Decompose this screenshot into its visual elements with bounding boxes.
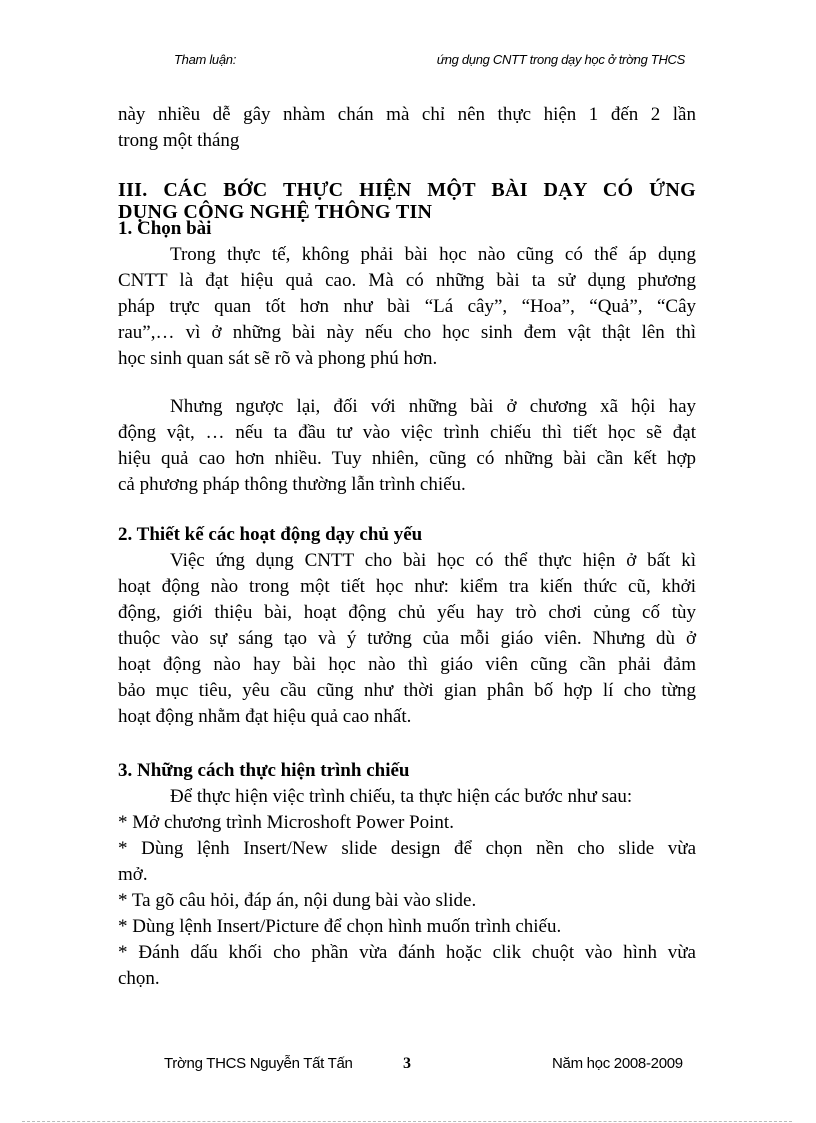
page-bottom-divider [22,1121,792,1122]
text-line: hoạt động nào hay bài học nào thì giáo viên cũng cần phải đảm [118,654,696,675]
text-line: trong một tháng [118,130,240,151]
subsection-2 [118,522,696,730]
text-line: Để thực hiện việc trình chiếu, ta thực hiện các bước như sau: [170,786,633,807]
text-line: pháp trực quan tốt hơn như bài “Lá cây”, “Hoa”, “Quả”, “Cây [118,296,696,317]
list-item-continuation: mở. [118,864,148,885]
list-item: * Mở chương trình Microshoft Power Point. [118,812,454,833]
heading-line: DỤNG CÔNG NGHỆ THÔNG TIN [118,201,433,223]
subsection-1-paragraph-2 [118,394,696,498]
list-item: * Dùng lệnh Insert/New slide design để chọn nền cho slide vừa [118,838,696,859]
subsection-title: 2. Thiết kế các hoạt động dạy chủ yếu [118,524,423,545]
list-item: * Dùng lệnh Insert/Picture để chọn hình muốn trình chiếu. [118,916,562,937]
intro-paragraph [118,102,696,154]
text-line: bảo mục tiêu, yêu cầu cũng như thời gian phân bố hợp lí cho từng [118,680,696,701]
list-item: * Đánh dấu khối cho phần vừa đánh hoặc clik chuột vào hình vừa [118,942,696,963]
footer-school: Trờng THCS Nguyễn Tất Tấn [164,1055,353,1072]
text-line: động vật, … nếu ta đầu tư vào việc trình chiếu thì tiết học sẽ đạt [118,422,696,443]
list-item-continuation: chọn. [118,968,160,989]
text-line: CNTT là đạt hiệu quả cao. Mà có những bài ta sử dụng phương [118,270,696,291]
text-line: Việc ứng dụng CNTT cho bài học có thể thực hiện ở bất kì [170,550,696,571]
text-line: Nhưng ngược lại, đối với những bài ở chương xã hội hay [170,396,696,417]
text-line: thuộc vào sự sáng tạo và ý tưởng của mỗi giáo viên. Nhưng dù ở [118,628,696,649]
header-right: ứng dụng CNTT trong dạy học ở trờng THCS [436,52,685,67]
text-line: này nhiều dễ gây nhàm chán mà chỉ nên thực hiện 1 đến 2 lần [118,104,696,125]
text-line: hiệu quả cao hơn nhiều. Tuy nhiên, cũng có những bài cần kết hợp [118,448,696,469]
text-line: hoạt động nào trong một tiết học như: kiểm tra kiến thức cũ, khởi [118,576,696,597]
text-line: cả phương pháp thông thường lẫn trình chiếu. [118,474,466,495]
subsection-1 [118,216,696,372]
text-line: Trong thực tế, không phải bài học nào cũng có thể áp dụng [170,244,696,265]
subsection-title: 3. Những cách thực hiện trình chiếu [118,760,410,781]
heading-line: III. CÁC BỚC THỰC HIỆN MỘT BÀI DẠY CÓ ỨNG [118,179,696,201]
list-item: * Ta gõ câu hỏi, đáp án, nội dung bài vào slide. [118,890,477,911]
header-left: Tham luận: [174,52,237,67]
text-line: rau”,… vì ở những bài này nếu cho học sinh đem vật thật lên thì [118,322,696,343]
subsection-title: 1. Chọn bài [118,218,212,239]
footer-school-year: Năm học 2008-2009 [552,1055,683,1072]
text-line: động, giới thiệu bài, hoạt động chủ yếu hay trò chơi củng cố tùy [118,602,696,623]
text-line: hoạt động nhằm đạt hiệu quả cao nhất. [118,706,412,727]
page-number: 3 [403,1055,411,1072]
subsection-3 [118,758,696,992]
text-line: học sinh quan sát sẽ rõ và phong phú hơn. [118,348,438,369]
